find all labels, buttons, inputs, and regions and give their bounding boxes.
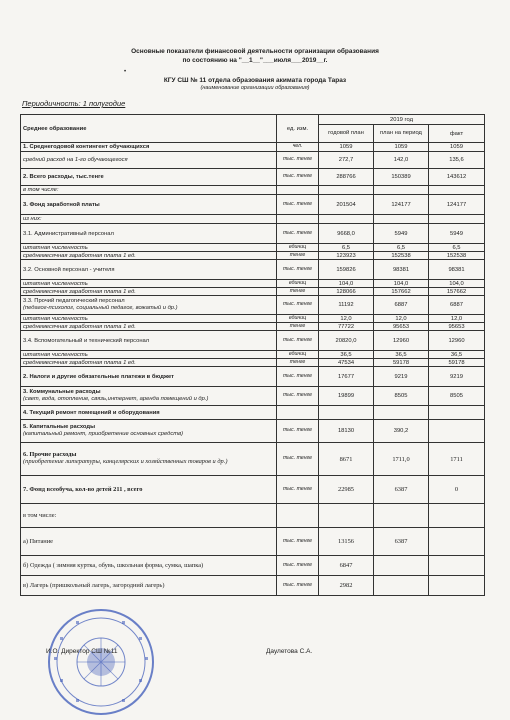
row-value-annual <box>319 215 374 224</box>
table-row <box>21 443 485 476</box>
table-row <box>21 152 485 169</box>
row-value-period <box>374 406 429 420</box>
row-value-period: 98381 <box>374 260 429 280</box>
row-sublabel-text: (свет, вода, отопление, связь,интернет, аренда помещений и др.) <box>23 396 209 402</box>
col-header-year: 2019 год <box>319 115 485 125</box>
row-value-annual: 77722 <box>319 323 374 331</box>
row-value-annual: 22985 <box>319 476 374 504</box>
row-unit: тыс. тенге <box>277 528 319 556</box>
table-row <box>21 244 485 252</box>
row-value-period <box>374 504 429 528</box>
row-label <box>21 367 277 387</box>
row-unit <box>277 504 319 528</box>
row-label <box>21 186 277 195</box>
row-value-period <box>374 576 429 596</box>
row-value-annual: 2982 <box>319 576 374 596</box>
row-value-period: 6387 <box>374 476 429 504</box>
row-value-period: 1059 <box>374 143 429 152</box>
row-label <box>21 143 277 152</box>
row-label <box>21 152 277 169</box>
row-label-text: 2. Налоги и другие обязательные платежи в бюджет <box>23 373 175 380</box>
row-unit: тыс. тенге <box>277 296 319 315</box>
row-unit <box>277 215 319 224</box>
row-label <box>21 476 277 504</box>
row-value-period: 6387 <box>374 528 429 556</box>
table-row <box>21 504 485 528</box>
row-value-period: 142,0 <box>374 152 429 169</box>
row-label-text: 3.4. Вспомогательный и технический персонал <box>23 337 150 344</box>
row-value-fact: 135,6 <box>429 152 485 169</box>
table-row <box>21 315 485 323</box>
table-row <box>21 296 485 315</box>
table-row <box>21 476 485 504</box>
row-value-period: 157662 <box>374 288 429 296</box>
row-value-fact: 157662 <box>429 288 485 296</box>
row-value-annual: 8671 <box>319 443 374 476</box>
table-row <box>21 351 485 359</box>
row-value-fact <box>429 504 485 528</box>
row-value-fact: 8505 <box>429 387 485 406</box>
row-value-annual: 6,5 <box>319 244 374 252</box>
row-label <box>21 224 277 244</box>
table-row <box>21 387 485 406</box>
row-value-annual: 201504 <box>319 195 374 215</box>
row-value-fact <box>429 186 485 195</box>
row-value-fact <box>429 406 485 420</box>
row-value-period: 152538 <box>374 252 429 260</box>
row-unit: тыс. тенге <box>277 420 319 443</box>
row-label-text: среднемесячная заработная плата 1 ед. <box>23 359 136 366</box>
row-value-annual: 17677 <box>319 367 374 387</box>
row-label-text: 2. Всего расходы, тыс.тенге <box>23 174 104 180</box>
row-label <box>21 359 277 367</box>
row-unit: тыс. тенге <box>277 576 319 596</box>
table-row <box>21 323 485 331</box>
row-value-annual: 159826 <box>319 260 374 280</box>
row-label-text: в том числе: <box>23 512 57 519</box>
row-label <box>21 315 277 323</box>
row-value-annual: 13156 <box>319 528 374 556</box>
row-label <box>21 331 277 351</box>
row-label <box>21 244 277 252</box>
row-unit: тыс. тенге <box>277 476 319 504</box>
row-value-fact <box>429 215 485 224</box>
row-unit: тыс. тенге <box>277 169 319 186</box>
organization-caption: (наименование организации образования) <box>200 85 310 91</box>
table-row <box>21 186 485 195</box>
row-value-annual <box>319 406 374 420</box>
row-label <box>21 169 277 186</box>
row-label-text: в) Лагерь (пришкольный лагерь, загородний лагерь) <box>23 582 165 589</box>
row-value-fact <box>429 576 485 596</box>
row-label-text: среднемесячная заработная плата 1 ед. <box>23 288 136 295</box>
row-label <box>21 406 277 420</box>
table-row <box>21 224 485 244</box>
row-label <box>21 215 277 224</box>
row-label-text: 7. Фонд всеобуча, кол-во детей 211 , всего <box>23 486 143 493</box>
row-label-text: 3. Коммунальные расходы <box>23 389 101 396</box>
table-row <box>21 331 485 351</box>
row-value-fact: 1711 <box>429 443 485 476</box>
row-value-annual: 1059 <box>319 143 374 152</box>
row-label <box>21 556 277 576</box>
row-value-annual <box>319 504 374 528</box>
col-header-annual-plan: годовой план <box>319 125 374 143</box>
row-value-annual: 104,0 <box>319 280 374 288</box>
row-value-period: 1711,0 <box>374 443 429 476</box>
row-value-period: 12,0 <box>374 315 429 323</box>
row-label-text: среднемесячная заработная плата 1 ед. <box>23 323 136 330</box>
row-unit: единиц <box>277 351 319 359</box>
row-value-fact: 9219 <box>429 367 485 387</box>
table-row <box>21 280 485 288</box>
row-value-period: 59178 <box>374 359 429 367</box>
row-value-period <box>374 186 429 195</box>
row-sublabel-text: (приобретение литературы, канцелярских и хозяйственных товаров и др.) <box>23 458 228 465</box>
row-unit: единиц <box>277 244 319 252</box>
row-value-annual: 288766 <box>319 169 374 186</box>
row-value-fact: 12,0 <box>429 315 485 323</box>
doc-title-line1: Основные показатели финансовой деятельности организации образования <box>131 48 379 55</box>
row-value-annual: 272,7 <box>319 152 374 169</box>
row-value-fact: 143612 <box>429 169 485 186</box>
row-value-fact <box>429 420 485 443</box>
doc-title-line2: по состоянию на "__1__"___июля___2019__г. <box>182 57 328 64</box>
row-unit: тыс. тенге <box>277 367 319 387</box>
row-value-fact: 152538 <box>429 252 485 260</box>
table-row <box>21 143 485 152</box>
row-label-text: из них: <box>23 216 42 222</box>
row-unit: тенге <box>277 359 319 367</box>
row-unit: тенге <box>277 323 319 331</box>
official-seal-stamp <box>46 607 156 717</box>
row-label-text: штатная численность <box>23 244 88 251</box>
row-value-fact <box>429 528 485 556</box>
periodicity: Периодичность: 1 полугодие <box>22 99 126 108</box>
row-value-period: 9219 <box>374 367 429 387</box>
row-value-period: 12960 <box>374 331 429 351</box>
row-value-fact: 6,5 <box>429 244 485 252</box>
row-value-fact: 0 <box>429 476 485 504</box>
col-header-fact: факт <box>429 125 485 143</box>
row-unit: тыс. тенге <box>277 556 319 576</box>
director-signature-label: И.О. Директор СШ №11 <box>46 648 118 655</box>
row-value-fact: 5949 <box>429 224 485 244</box>
table-row <box>21 215 485 224</box>
row-value-period: 8505 <box>374 387 429 406</box>
row-value-annual: 6847 <box>319 556 374 576</box>
table-row <box>21 406 485 420</box>
row-value-annual: 11192 <box>319 296 374 315</box>
table-row <box>21 556 485 576</box>
row-value-period: 104,0 <box>374 280 429 288</box>
row-unit: тыс. тенге <box>277 260 319 280</box>
row-label-text: средний расход на 1-го обучающегося <box>23 157 128 163</box>
row-value-fact: 98381 <box>429 260 485 280</box>
row-unit: тыс. тенге <box>277 224 319 244</box>
row-value-period: 6,5 <box>374 244 429 252</box>
row-unit: чел. <box>277 143 319 152</box>
row-value-fact: 6887 <box>429 296 485 315</box>
table-row <box>21 252 485 260</box>
financial-table <box>20 114 485 596</box>
row-value-annual: 128066 <box>319 288 374 296</box>
row-value-fact: 1059 <box>429 143 485 152</box>
row-unit <box>277 406 319 420</box>
row-sublabel-text: (капитальный ремонт, приобретение основных средств) <box>23 431 184 437</box>
table-row <box>21 260 485 280</box>
row-label <box>21 296 277 315</box>
row-label <box>21 420 277 443</box>
row-unit: единиц <box>277 315 319 323</box>
row-label-text: 3.3. Прочий педагогический персонал <box>23 298 125 305</box>
row-value-period: 150389 <box>374 169 429 186</box>
table-row <box>21 288 485 296</box>
row-value-fact: 104,0 <box>429 280 485 288</box>
row-unit: тыс. тенге <box>277 195 319 215</box>
row-label <box>21 195 277 215</box>
row-value-period <box>374 215 429 224</box>
row-label-text: а) Питание <box>23 538 53 545</box>
row-unit: тыс. тенге <box>277 152 319 169</box>
row-label <box>21 252 277 260</box>
row-value-period: 124177 <box>374 195 429 215</box>
row-value-fact: 59178 <box>429 359 485 367</box>
row-label-text: 6. Прочие расходы <box>23 451 77 459</box>
row-label <box>21 280 277 288</box>
row-value-fact: 36,5 <box>429 351 485 359</box>
row-value-annual: 19899 <box>319 387 374 406</box>
row-value-annual: 9668,0 <box>319 224 374 244</box>
row-label-text: 4. Текущий ремонт помещений и оборудования <box>23 409 160 416</box>
row-unit <box>277 186 319 195</box>
table-row <box>21 359 485 367</box>
row-label <box>21 288 277 296</box>
row-unit: тыс. тенге <box>277 443 319 476</box>
row-label-text: 1. Среднегодовой контингент обучающихся <box>23 144 150 150</box>
row-value-period: 390,2 <box>374 420 429 443</box>
col-header-period-plan: план на период <box>374 125 429 143</box>
row-value-annual: 47534 <box>319 359 374 367</box>
row-unit: тенге <box>277 288 319 296</box>
col-header-education: Среднее образование <box>21 115 277 143</box>
row-value-fact <box>429 556 485 576</box>
row-label <box>21 351 277 359</box>
row-unit: тенге <box>277 252 319 260</box>
table-row <box>21 169 485 186</box>
row-label-text: среднемесячная заработная плата 1 ед. <box>23 252 136 259</box>
row-label <box>21 443 277 476</box>
row-label-text: 3.2. Основной персонал - учителя <box>23 266 115 273</box>
row-label-text: 3.1. Административный персонал <box>23 230 114 237</box>
row-sublabel-text: (педагог-психолог, социальный педагог, вожатый и др.) <box>23 305 178 311</box>
organization-name: КГУ СШ № 11 отдела образования акимата города Тараз <box>163 77 347 84</box>
row-unit: тыс. тенге <box>277 331 319 351</box>
row-value-fact: 95653 <box>429 323 485 331</box>
row-label <box>21 504 277 528</box>
director-name: Даулетова С.А. <box>266 648 313 655</box>
row-value-annual: 20820,0 <box>319 331 374 351</box>
row-label <box>21 260 277 280</box>
table-row <box>21 420 485 443</box>
col-header-unit: ед. изм. <box>277 115 319 143</box>
table-row <box>21 367 485 387</box>
row-value-fact: 124177 <box>429 195 485 215</box>
row-value-annual: 12,0 <box>319 315 374 323</box>
row-label-text: в том числе: <box>23 187 59 193</box>
row-value-period: 36,5 <box>374 351 429 359</box>
row-label <box>21 576 277 596</box>
table-row <box>21 528 485 556</box>
row-value-period: 6887 <box>374 296 429 315</box>
row-value-annual: 18130 <box>319 420 374 443</box>
row-value-fact: 12960 <box>429 331 485 351</box>
row-label <box>21 323 277 331</box>
row-label-text: 3. Фонд заработной платы <box>23 201 100 208</box>
row-label-text: штатная численность <box>23 280 88 287</box>
row-value-annual: 36,5 <box>319 351 374 359</box>
table-row <box>21 576 485 596</box>
stray-dot: • <box>124 69 127 75</box>
row-label-text: 5. Капитальные расходы <box>23 424 96 431</box>
row-label-text: штатная численность <box>23 351 88 358</box>
row-label <box>21 387 277 406</box>
row-value-period: 5949 <box>374 224 429 244</box>
row-value-annual <box>319 186 374 195</box>
table-row <box>21 195 485 215</box>
row-unit: тыс. тенге <box>277 387 319 406</box>
row-value-annual: 123923 <box>319 252 374 260</box>
row-value-period <box>374 556 429 576</box>
row-label-text: штатная численность <box>23 315 88 322</box>
row-label <box>21 528 277 556</box>
row-unit: единиц <box>277 280 319 288</box>
row-label-text: б) Одежда ( зимняя куртка, обувь, школьная форма, сумка, шапка) <box>23 562 204 569</box>
row-value-period: 95653 <box>374 323 429 331</box>
